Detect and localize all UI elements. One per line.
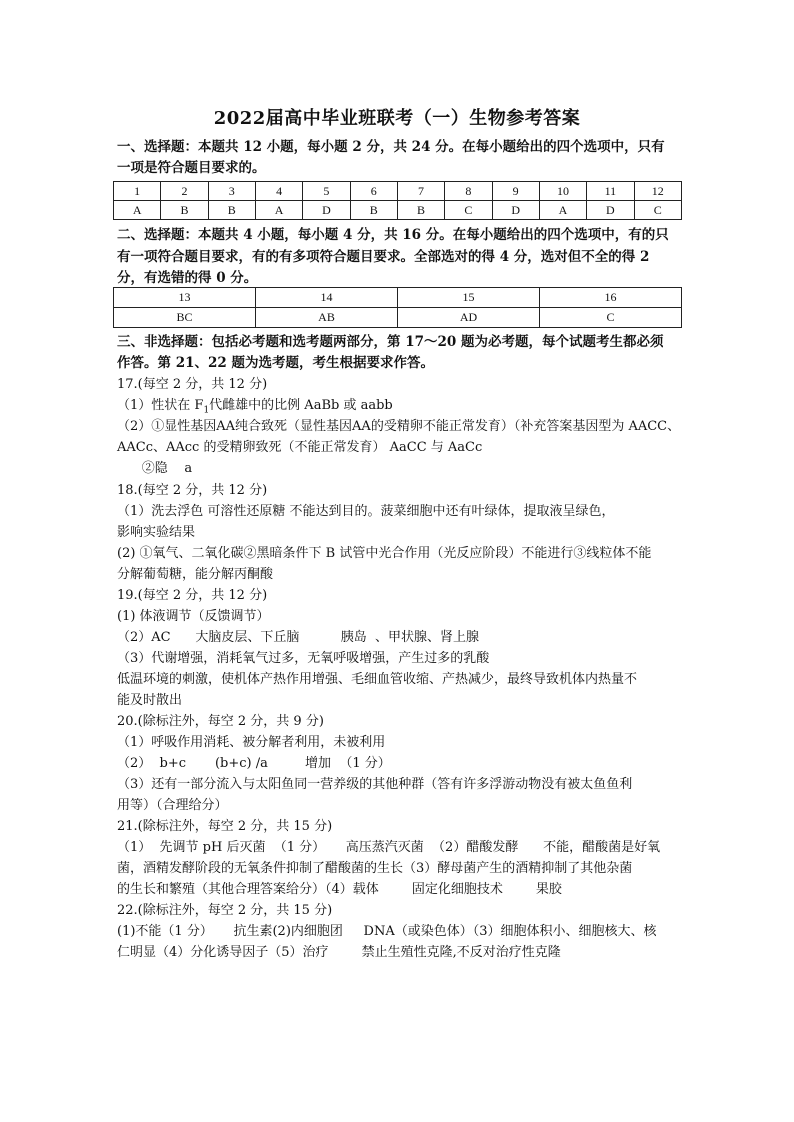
q22-heading: 22.(除标注外，每空 2 分，共 15 分) (117, 903, 333, 918)
section1-answer-table (113, 181, 682, 220)
question-number-cell: 6 (350, 182, 397, 201)
question-number-cell: 13 (114, 288, 256, 308)
answer-cell: A (255, 201, 302, 220)
answer-cell: BC (114, 308, 256, 328)
q19-answer-1: (1) 体液调节（反馈调节） (117, 609, 270, 624)
q21-answer-1-cont2: 的生长和繁殖（其他合理答案给分）（4）载体 固定化细胞技术 果胶 (117, 882, 562, 897)
q19-answer-3-cont: 低温环境的刺激，使机体产热作用增强、毛细血管收缩、产热减少，最终导致机体内热量不 (117, 672, 638, 687)
question-number-cell: 2 (161, 182, 208, 201)
q20-answer-2: （2） b+c (b+c) /a 增加 （1 分） (117, 756, 391, 771)
question-number-cell: 7 (397, 182, 444, 201)
answer-cell: C (445, 201, 492, 220)
question-number-cell: 4 (255, 182, 302, 201)
answer-cell: AB (256, 308, 398, 328)
q18-answer-1: （1）洗去浮色 可溶性还原糖 不能达到目的。菠菜细胞中还有叶绿体，提取液呈绿色， (117, 504, 615, 519)
question-number-cell: 11 (587, 182, 634, 201)
question-number-cell: 8 (445, 182, 492, 201)
question-number-cell: 1 (114, 182, 161, 201)
q19-answer-3: （3）代谢增强，消耗氧气过多，无氧呼吸增强，产生过多的乳酸 (117, 651, 490, 666)
question-number-cell: 10 (539, 182, 586, 201)
q21-heading: 21.(除标注外，每空 2 分，共 15 分) (117, 819, 333, 834)
question-number-cell: 9 (492, 182, 539, 201)
question-number-cell: 14 (256, 288, 398, 308)
answer-cell: D (587, 201, 634, 220)
q18-answer-2: (2) ①氧气、二氧化碳②黑暗条件下 B 试管中光合作用（光反应阶段）不能进行③线粒体不能 (117, 546, 652, 561)
q17-answer-2-part2: ②隐 a (117, 461, 193, 476)
section1-heading-line2: 一项是符合题目要求的。 (117, 160, 266, 176)
section2-answer-row (114, 308, 682, 328)
answer-cell: D (303, 201, 350, 220)
q19-answer-3-cont2: 能及时散出 (117, 693, 183, 708)
question-number-cell: 16 (540, 288, 682, 308)
answer-cell: B (350, 201, 397, 220)
q17-answer-2-cont: AACc、AAcc 的受精卵致死（不能正常发育） AaCC 与 AaCc (117, 440, 483, 455)
page-title: 2022届高中毕业班联考（一）生物参考答案 (213, 108, 581, 129)
q22-answer-1: (1)不能（1 分） 抗生素(2)内细胞团 DNA（或染色体）（3）细胞体积小、细胞核大、核 (117, 924, 657, 939)
q20-heading: 20.(除标注外，每空 2 分，共 9 分) (117, 714, 324, 729)
q18-answer-1-cont: 影响实验结果 (117, 525, 196, 540)
q19-heading: 19.(每空 2 分，共 12 分) (117, 588, 268, 603)
q18-answer-2-cont: 分解葡萄糖，能分解丙酮酸 (117, 567, 274, 582)
q18-heading: 18.(每空 2 分，共 12 分) (117, 483, 268, 498)
answer-cell: AD (398, 308, 540, 328)
section2-heading-line3: 分，有选错的得 0 分。 (117, 270, 258, 286)
question-number-cell: 12 (634, 182, 681, 201)
section3-heading-line1: 三、非选择题：包括必考题和选考题两部分，第 17～20 题为必考题，每个试题考生都必须 (117, 334, 664, 350)
q17-answer-1-text-a: （1）性状在 F (117, 398, 204, 413)
q17-answer-1-subscript: 1 (203, 405, 210, 416)
section2-heading-line2: 有一项符合题目要求，有的有多项符合题目要求。全部选对的得 4 分，选对但不全的得 2 (117, 249, 650, 265)
answer-cell: A (114, 201, 161, 220)
q20-answer-3: （3）还有一部分流入与太阳鱼同一营养级的其他种群（答有许多浮游动物没有被太鱼鱼利 (117, 777, 633, 792)
answer-cell: B (161, 201, 208, 220)
section1-answer-row (114, 201, 682, 220)
answer-cell: C (540, 308, 682, 328)
section2-header-row (114, 288, 682, 308)
question-number-cell: 5 (303, 182, 350, 201)
section1-header-row (114, 182, 682, 201)
q22-answer-1-cont: 仁明显（4）分化诱导因子（5）治疗 禁止生殖性克隆,不反对治疗性克隆 (117, 945, 561, 960)
question-number-cell: 3 (208, 182, 255, 201)
q17-heading: 17.(每空 2 分，共 12 分) (117, 377, 268, 392)
q17-answer-1-text-b: 代雌雄中的比例 AaBb 或 aabb (209, 398, 393, 413)
section3-heading-line2: 作答。第 21、22 题为选考题，考生根据要求作答。 (117, 355, 434, 371)
answer-cell: C (634, 201, 681, 220)
q17-answer-2: （2）①显性基因AA纯合致死（显性基因AA的受精卵不能正常发育）（补充答案基因型为 AACC、 (117, 419, 681, 434)
section2-answer-table (113, 287, 682, 328)
answer-cell: B (397, 201, 444, 220)
section1-heading-line1: 一、选择题：本题共 12 小题，每小题 2 分，共 24 分。在每小题给出的四个选项中，只有 (117, 139, 665, 155)
q20-answer-1: （1）呼吸作用消耗、被分解者利用，未被利用 (117, 735, 386, 750)
question-number-cell: 15 (398, 288, 540, 308)
answer-cell: D (492, 201, 539, 220)
q21-answer-1-cont: 菌，酒精发酵阶段的无氧条件抑制了醋酸菌的生长（3）酵母菌产生的酒精抑制了其他杂菌 (117, 861, 633, 876)
section2-heading-line1: 二、选择题：本题共 4 小题，每小题 4 分，共 16 分。在每小题给出的四个选项中，有的只 (117, 227, 669, 243)
q19-answer-2: （2）AC 大脑皮层、下丘脑 胰岛 、甲状腺、肾上腺 (117, 630, 479, 645)
q21-answer-1: （1） 先调节 pH 后灭菌 （1 分） 高压蒸汽灭菌 （2）醋酸发酵 不能，醋酸菌是好氧 (117, 840, 661, 855)
answer-cell: B (208, 201, 255, 220)
q20-answer-3-cont: 用等）（合理给分） (117, 798, 228, 813)
answer-cell: A (539, 201, 586, 220)
